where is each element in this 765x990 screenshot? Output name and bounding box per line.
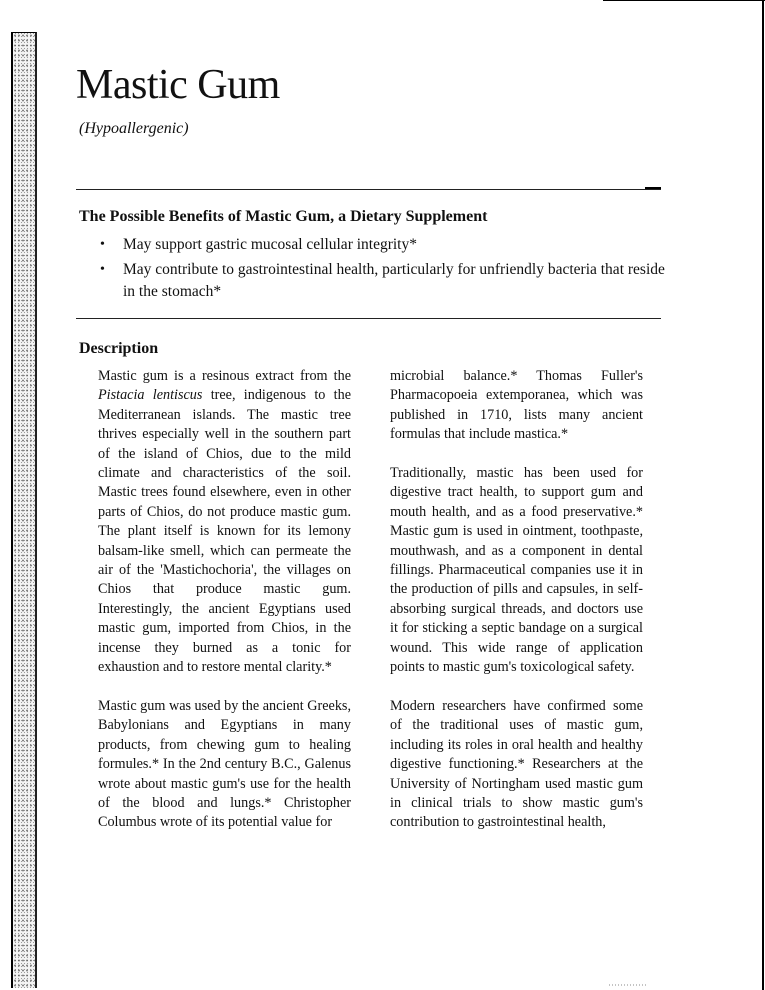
page-subtitle: (Hypoallergenic)	[79, 120, 189, 137]
benefit-text: May support gastric mucosal cellular integrity*	[123, 236, 417, 253]
scan-border-right	[762, 0, 764, 990]
scanned-binder-edge	[11, 32, 37, 988]
divider-bottom	[76, 318, 661, 319]
benefit-item	[97, 234, 667, 256]
description-heading: Description	[79, 340, 159, 357]
page-title: Mastic Gum	[76, 62, 280, 108]
benefits-list	[97, 234, 667, 306]
description-column-right	[390, 367, 643, 852]
paragraph-text: Mastic gum is a resinous extract from the	[98, 368, 351, 384]
description-paragraph: Modern researchers have confirmed some of the traditional uses of mastic gum, including its roles in oral health and healthy digestive functioning.* Researchers at the University of Nortingham used mastic gum in clinical trials to show mastic gum's contribution to gastrointestinal health,	[390, 697, 643, 831]
description-paragraph: microbial balance.* Thomas Fuller's Pharmacopoeia extemporanea, which was published in 1710, lists many ancient formulas that include mastica.*	[390, 368, 643, 443]
species-name: Pistacia lentiscus	[98, 387, 203, 404]
divider-top	[76, 189, 661, 190]
scan-border-top	[603, 0, 765, 1]
description-paragraph: Mastic gum was used by the ancient Greeks, Babylonians and Egyptians in many products, from chewing gum to healing formules.* In the 2nd century B.C., Galenus wrote about mastic gum's use for the health of the blood and lungs.* Christopher Columbus wrote of its potential value for	[98, 697, 351, 831]
divider-top-accent	[645, 187, 661, 189]
description-paragraph: Traditionally, mastic has been used for digestive tract health, to support gum and mouth health, and as a food preservative.* Mastic gum is used in ointment, toothpaste, mouthwash, and as a component in dental fillings. Pharmaceutical companies use it in the production of pills and capsules, in self-absorbing surgical threads, and doctors use it for sticking a septic bandage on a surgical wound. This wide range of application points to mastic gum's toxicological safety.	[390, 465, 643, 676]
bullet-icon: •	[100, 237, 105, 252]
bullet-icon: •	[100, 262, 105, 277]
description-paragraph	[98, 367, 351, 678]
benefit-text: May contribute to gastrointestinal health, particularly for unfriendly bacteria that reside in the stomach*	[123, 261, 665, 300]
description-column-left	[98, 367, 351, 852]
scan-footer-mark	[608, 984, 648, 986]
paragraph-text: tree, indigenous to the Mediterranean islands. The mastic tree thrives especially well in the southern part of the island of Chios, due to the mild climate and characteristics of the soil. Mastic trees found elsewhere, even in other parts of Chios, do not produce mastic gum. The plant itself is known for its lemony balsam-like smell, which can permeate the air of the 'Mastichochoria', the villages on Chios that produce mastic gum. Interestingly, the ancient Egyptians used mastic gum, imported from Chios, in the incense they burned as a tonic for exhaustion and to restore mental clarity.*	[98, 387, 351, 676]
benefits-heading: The Possible Benefits of Mastic Gum, a Dietary Supplement	[79, 208, 488, 225]
benefit-item	[97, 259, 667, 303]
